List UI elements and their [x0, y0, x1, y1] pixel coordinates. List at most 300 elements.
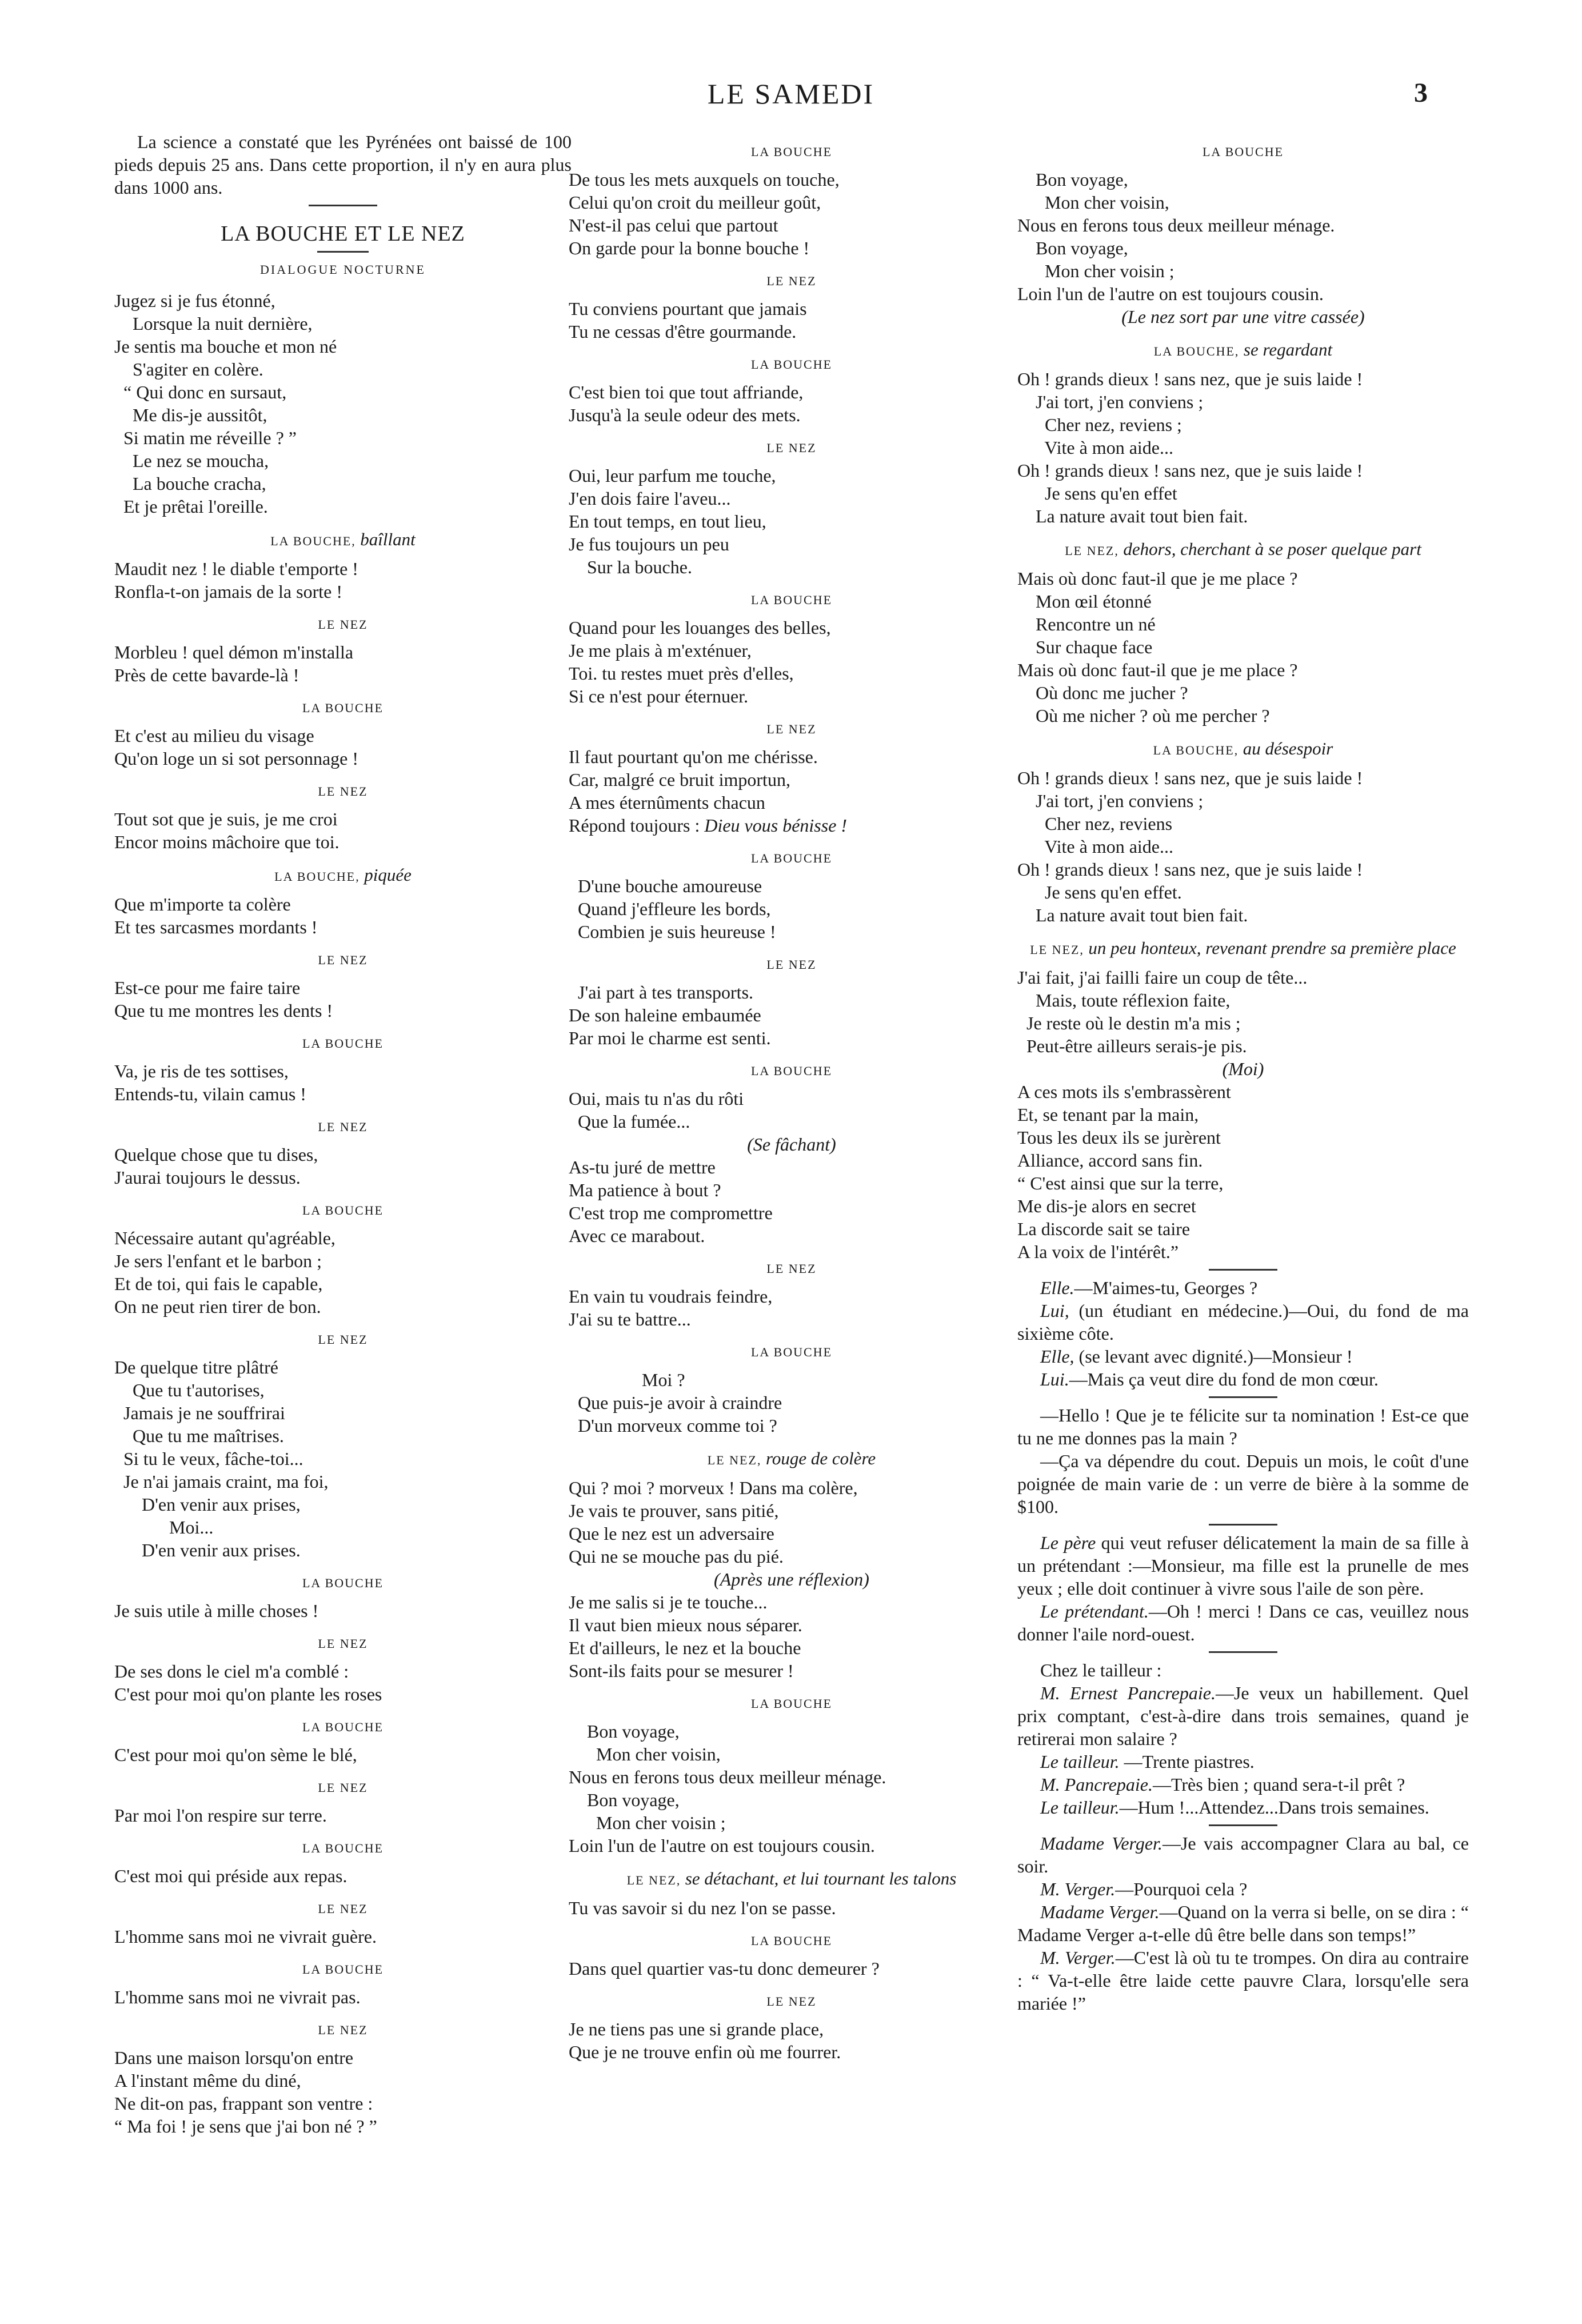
- speaker-name: LA BOUCHE: [750, 851, 833, 865]
- speaker-label: [114, 864, 572, 888]
- verse-lines: [1017, 567, 1469, 727]
- verse-line: Que je ne trouve enfin où me fourrer.: [569, 2042, 841, 2062]
- verse-line: On ne peut rien tirer de bon.: [114, 1296, 321, 1317]
- verse-line: “ Qui donc en sursaut,: [114, 382, 287, 402]
- dialogue-stanza: [114, 1572, 572, 1622]
- verse-line: Que m'importe ta colère: [114, 894, 291, 915]
- speaker-label: [569, 1692, 1014, 1715]
- column-3: [1017, 130, 1469, 2015]
- verse-line: Bon voyage,: [569, 1721, 680, 1742]
- anecdote-line: [1017, 1832, 1469, 1878]
- verse-line: Où donc me jucher ?: [1017, 682, 1188, 703]
- speaker-label: [569, 589, 1014, 612]
- speech-text: —Mais ça veut dire du fond de mon cœur.: [1069, 1369, 1379, 1389]
- verse-lines: [114, 893, 572, 939]
- verse-text: Répond toujours :: [569, 815, 705, 836]
- speaker-label: [114, 528, 572, 553]
- stage-direction: au désespoir: [1243, 738, 1333, 758]
- verse-line: Et je prêtai l'oreille.: [114, 496, 268, 517]
- verse-line: La nature avait tout bien fait.: [1017, 905, 1248, 925]
- speaker-italic: Le père: [1040, 1532, 1096, 1553]
- verse-line: Il faut pourtant qu'on me chérisse.: [569, 746, 818, 767]
- speaker-name: LE NEZ: [766, 1994, 817, 2008]
- speaker-name: LE NEZ: [318, 1332, 368, 1347]
- speaker-name: LE NEZ: [766, 722, 817, 736]
- verse-line: Je reste où le destin m'a mis ;: [1017, 1013, 1241, 1033]
- speaker-name: LE NEZ: [766, 957, 817, 972]
- speaker-name: LA BOUCHE,: [274, 869, 365, 884]
- dialogue-stanza: [114, 1837, 572, 1887]
- dialogue-stanza: [1017, 538, 1469, 727]
- speaker-italic: M. Verger.: [1040, 1879, 1116, 1899]
- speaker-name: LA BOUCHE: [750, 357, 833, 372]
- verse-lines: [114, 2046, 572, 2138]
- anecdote-line: —Ça va dépendre du cout. Depuis un mois, le coût d'une poignée de main varie de : un verre de bière à la somme de $100.: [1017, 1451, 1469, 1517]
- verse-lines: [569, 1720, 1014, 1857]
- verse-line: Que tu me maîtrises.: [114, 1425, 284, 1446]
- speaker-label: [569, 1341, 1014, 1364]
- verse-line: Et de toi, qui fais le capable,: [114, 1273, 323, 1294]
- verse-line: Loin l'un de l'autre on est toujours cousin.: [569, 1835, 875, 1856]
- verse-lines: [569, 875, 1014, 943]
- speaker-label: [569, 270, 1014, 293]
- verse-lines: [1017, 1080, 1469, 1263]
- verse-line: Je n'ai jamais craint, ma foi,: [114, 1471, 329, 1492]
- anecdote-line: [1017, 1900, 1469, 1946]
- anecdote-line: [1017, 1946, 1469, 2015]
- verse-line: Où me nicher ? où me percher ?: [1017, 705, 1270, 726]
- verse-lines: [569, 745, 1014, 814]
- speaker-name: LA BOUCHE: [302, 1576, 384, 1590]
- verse-line: Car, malgré ce bruit importun,: [569, 769, 790, 790]
- speaker-name: LA BOUCHE,: [270, 534, 361, 548]
- dialogue-stanza: [114, 1898, 572, 1948]
- anecdote-line: [1017, 1682, 1469, 1750]
- anecdote-line: [1017, 1600, 1469, 1646]
- verse-line: Ronfla-t-on jamais de la sorte !: [114, 581, 342, 602]
- verse-line: Sur chaque face: [1017, 637, 1153, 657]
- dialogue-stanza: [114, 1116, 572, 1189]
- verse-line: L'homme sans moi ne vivrait guère.: [114, 1926, 377, 1947]
- speaker-name: LE NEZ,: [1030, 943, 1089, 957]
- dialogue-stanza: [1017, 338, 1469, 528]
- speaker-label: [569, 1867, 1014, 1892]
- verse-line: N'est-il pas celui que partout: [569, 215, 778, 235]
- anecdote: [1017, 1404, 1469, 1518]
- verse-lines: [114, 976, 572, 1022]
- verse-line: Toi. tu restes muet près d'elles,: [569, 663, 794, 684]
- verse-line: Maudit nez ! le diable t'emporte !: [114, 558, 358, 579]
- speaker-name: LE NEZ,: [1065, 544, 1124, 558]
- stage-direction: (Après une réflexion): [714, 1569, 869, 1590]
- speech-text: (se levant avec dignité.)—Monsieur !: [1074, 1346, 1353, 1367]
- speaker-name: LE NEZ: [766, 441, 817, 455]
- speaker-label: [569, 953, 1014, 976]
- speaker-name: LA BOUCHE: [1202, 145, 1284, 159]
- verse-line: Et, se tenant par la main,: [1017, 1104, 1199, 1125]
- speaker-italic: Elle,: [1040, 1346, 1074, 1367]
- speaker-italic: Lui.: [1040, 1369, 1069, 1389]
- stage-direction: (Le nez sort par une vitre cassée): [1121, 306, 1365, 327]
- verse-line: De son haleine embaumée: [569, 1005, 761, 1025]
- speaker-italic: Madame Verger.: [1040, 1902, 1160, 1922]
- speech-text: —Je veux un habillement. Quel prix comptant, c'est-à-dire dans trois semaines, quand je retirerai mon salaire ?: [1017, 1683, 1469, 1749]
- verse-line: Que tu t'autorises,: [114, 1380, 265, 1400]
- verse-line: Je ne tiens pas une si grande place,: [569, 2019, 824, 2039]
- speaker-label: [569, 1257, 1014, 1280]
- verse-italic: Dieu vous bénisse !: [704, 815, 848, 836]
- dialogue-stanza: [569, 1447, 1014, 1682]
- verse-line: C'est bien toi que tout affriande,: [569, 382, 804, 402]
- verse-line: [569, 814, 1014, 837]
- speaker-italic: Le tailleur.: [1040, 1797, 1120, 1818]
- speech-text: —Pourquoi cela ?: [1115, 1879, 1248, 1899]
- verse-line: Loin l'un de l'autre on est toujours cousin.: [1017, 283, 1324, 304]
- speaker-label: [569, 1930, 1014, 1952]
- verse-line: Mais où donc faut-il que je me place ?: [1017, 660, 1298, 680]
- speaker-label: [114, 1328, 572, 1351]
- dialogue-stanza: [114, 1958, 572, 2008]
- verse-line: Dans une maison lorsqu'on entre: [114, 2047, 354, 2068]
- speaker-label: [114, 1199, 572, 1222]
- divider: [1209, 1651, 1277, 1653]
- speaker-name: LA BOUCHE,: [1153, 743, 1243, 757]
- verse-line: Celui qu'on croit du meilleur goût,: [569, 192, 821, 213]
- verse-block: [114, 289, 572, 518]
- speaker-label: [569, 718, 1014, 741]
- verse-line: J'ai fait, j'ai failli faire un coup de tête...: [1017, 967, 1308, 988]
- anecdote: [1017, 1531, 1469, 1646]
- verse-line: J'ai su te battre...: [569, 1309, 691, 1329]
- dialogue-stanza: [569, 1990, 1014, 2063]
- verse-line: A mes éternûments chacun: [569, 792, 765, 813]
- verse-lines: [569, 1957, 1014, 1980]
- dialogue-stanza: [1017, 737, 1469, 927]
- speech-text: —M'aimes-tu, Georges ?: [1074, 1277, 1258, 1298]
- speech-text: —C'est là où tu te trompes. On dira au contraire : “ Va-t-elle être laide cette pauvre Clara, lorsqu'elle sera mariée !”: [1017, 1947, 1469, 2014]
- verse-line: En vain tu voudrais feindre,: [569, 1286, 773, 1307]
- verse-lines: [569, 1896, 1014, 1919]
- verse-line: Que puis-je avoir à craindre: [569, 1392, 782, 1413]
- verse-line: Oh ! grands dieux ! sans nez, que je suis laide !: [1017, 859, 1363, 880]
- verse-line: Jusqu'à la seule odeur des mets.: [569, 405, 801, 425]
- verse-line: Ne dit-on pas, frappant son ventre :: [114, 2093, 373, 2114]
- verse-line: Oh ! grands dieux ! sans nez, que je suis laide !: [1017, 460, 1363, 481]
- verse-line: Je me salis si je te touche...: [569, 1592, 768, 1612]
- verse-line: Bon voyage,: [1017, 169, 1128, 190]
- verse-line: Si matin me réveille ? ”: [114, 428, 297, 448]
- dialogue-stanza: [1017, 141, 1469, 328]
- anecdote-line: [1017, 1750, 1469, 1773]
- speaker-name: LA BOUCHE,: [1153, 344, 1244, 358]
- dialogue-stanza: [569, 1692, 1014, 1857]
- dialogue-stanza: [569, 1930, 1014, 1980]
- stage-direction: se détachant, et lui tournant les talons: [685, 1868, 957, 1888]
- verse-line: Je sers l'enfant et le barbon ;: [114, 1251, 322, 1271]
- speaker-italic: M. Ernest Pancrepaie.: [1040, 1683, 1216, 1703]
- verse-line: Oh ! grands dieux ! sans nez, que je suis laide !: [1017, 768, 1363, 788]
- verse-line: Près de cette bavarde-là !: [114, 665, 299, 685]
- verse-line: Je suis utile à mille choses !: [114, 1600, 319, 1621]
- verse-line: Mon œil étonné: [1017, 591, 1152, 612]
- speaker-name: LA BOUCHE: [750, 1064, 833, 1078]
- speaker-italic: M. Pancrepaie.: [1040, 1774, 1153, 1795]
- verse-lines: [569, 1591, 1014, 1682]
- dialogue-stanza: [569, 1867, 1014, 1919]
- verse-line: Mon cher voisin ;: [569, 1812, 726, 1833]
- dialogue-stanza: [569, 1257, 1014, 1331]
- verse-line: Mon cher voisin,: [569, 1744, 721, 1764]
- verse-line: Par moi le charme est senti.: [569, 1028, 771, 1048]
- verse-line: “ Ma foi ! je sens que j'ai bon né ? ”: [114, 2116, 377, 2137]
- verse-line: Et c'est au milieu du visage: [114, 725, 314, 746]
- speaker-label: [1017, 141, 1469, 163]
- verse-lines: [1017, 766, 1469, 927]
- speaker-label: [114, 613, 572, 636]
- verse-line: Je sens qu'en effet.: [1017, 882, 1182, 903]
- verse-line: Me dis-je aussitôt,: [114, 405, 267, 425]
- speaker-label: [114, 1632, 572, 1655]
- stage-direction: se regardant: [1243, 340, 1333, 360]
- poem-title: LA BOUCHE ET LE NEZ: [221, 222, 465, 246]
- dialogue-stanza: [569, 1060, 1014, 1247]
- speaker-name: LA BOUCHE: [302, 1720, 384, 1734]
- divider: [1209, 1269, 1277, 1271]
- verse-line: Jugez si je fus étonné,: [114, 290, 275, 311]
- speaker-label: [569, 847, 1014, 870]
- verse-lines: [569, 981, 1014, 1049]
- verse-line: Tout sot que je suis, je me croi: [114, 809, 338, 829]
- verse-lines: [569, 168, 1014, 259]
- verse-line: Je me plais à m'exténuer,: [569, 640, 752, 661]
- speech-text: —Oh ! merci ! Dans ce cas, veuillez nous donner l'aile nord-ouest.: [1017, 1601, 1469, 1644]
- verse-lines: [114, 724, 572, 770]
- divider: [1209, 1824, 1277, 1826]
- speaker-label: [114, 1837, 572, 1860]
- verse-line: L'homme sans moi ne vivrait pas.: [114, 1987, 361, 2007]
- verse-line: Tu conviens pourtant que jamais: [569, 298, 807, 319]
- verse-line: Dans quel quartier vas-tu donc demeurer ?: [569, 1958, 880, 1979]
- dialogue-stanza: [569, 953, 1014, 1049]
- verse-line: Sont-ils faits pour se mesurer !: [569, 1660, 794, 1681]
- dialogue-stanza: [569, 270, 1014, 343]
- column-1: [114, 130, 572, 2138]
- anecdote: [1017, 1276, 1469, 1391]
- verse-lines: [569, 616, 1014, 708]
- verse-line: Entends-tu, vilain camus !: [114, 1084, 306, 1104]
- page-header: [0, 77, 1582, 111]
- speaker-label: [114, 780, 572, 803]
- speaker-italic: Lui,: [1040, 1300, 1069, 1321]
- dialogue-stanza: [1017, 937, 1469, 1263]
- verse-line: Que tu me montres les dents !: [114, 1000, 333, 1021]
- verse-lines: [569, 1476, 1014, 1568]
- speaker-label: [114, 2019, 572, 2042]
- anecdote-line: [1017, 1773, 1469, 1796]
- speaker-label: [569, 1990, 1014, 2013]
- verse-line: Je fus toujours un peu: [569, 534, 729, 554]
- speech-text: —Je vais accompagner Clara au bal, ce soir.: [1017, 1833, 1469, 1876]
- speaker-name: LA BOUCHE: [750, 1696, 833, 1711]
- dialogue-stanza: [114, 864, 572, 939]
- verse-line: En tout temps, en tout lieu,: [569, 511, 766, 532]
- verse-line: C'est pour moi qu'on plante les roses: [114, 1684, 382, 1704]
- verse-line: Vite à mon aide...: [1017, 437, 1173, 458]
- dialogue-stanza: [569, 141, 1014, 259]
- speaker-name: LA BOUCHE: [750, 593, 833, 607]
- verse-line: Que la fumée...: [569, 1111, 690, 1132]
- verse-line: Mon cher voisin ;: [1017, 261, 1174, 281]
- verse-line: Que le nez est un adversaire: [569, 1523, 774, 1544]
- verse-line: Alliance, accord sans fin.: [1017, 1150, 1203, 1171]
- speaker-italic: Elle.: [1040, 1277, 1074, 1298]
- page-number: 3: [1414, 78, 1428, 108]
- verse-line: A l'instant même du diné,: [114, 2070, 301, 2091]
- speaker-name: LE NEZ: [318, 1120, 368, 1134]
- verse-line: Avec ce marabout.: [569, 1225, 705, 1246]
- anecdote-line: [1017, 1368, 1469, 1391]
- anecdote-line: [1017, 1276, 1469, 1299]
- verse-lines: [1017, 168, 1469, 305]
- speaker-label: [1017, 338, 1469, 363]
- verse-lines: [569, 1087, 1014, 1133]
- verse-line: As-tu juré de mettre: [569, 1157, 716, 1177]
- speaker-name: LE NEZ: [318, 784, 368, 798]
- speaker-label: [569, 1060, 1014, 1083]
- dialogue-stanza: [569, 847, 1014, 943]
- verse-line: S'agiter en colère.: [114, 359, 263, 380]
- speaker-label: [114, 697, 572, 720]
- dialogue-stanza: [114, 1199, 572, 1318]
- dialogue-stanza: [569, 718, 1014, 837]
- stage-direction: (Se fâchant): [747, 1134, 836, 1155]
- speaker-name: LE NEZ: [318, 2023, 368, 2037]
- dialogue-stanza: [114, 780, 572, 853]
- verse-line: J'ai part à tes transports.: [569, 982, 754, 1003]
- verse-line: Lorsque la nuit dernière,: [114, 313, 313, 334]
- verse-line: Le nez se moucha,: [114, 450, 269, 471]
- verse-line: C'est moi qui préside aux repas.: [114, 1866, 347, 1886]
- verse-line: Tu vas savoir si du nez l'on se passe.: [569, 1898, 836, 1918]
- verse-line: Oh ! grands dieux ! sans nez, que je suis laide !: [1017, 369, 1363, 389]
- speaker-name: LA BOUCHE: [302, 1841, 384, 1855]
- speaker-label: [569, 141, 1014, 163]
- verse-line: Par moi l'on respire sur terre.: [114, 1805, 327, 1826]
- speaker-name: LE NEZ: [318, 1780, 368, 1795]
- verse-line: Si tu le veux, fâche-toi...: [114, 1448, 303, 1469]
- speaker-name: LE NEZ: [318, 1636, 368, 1651]
- divider: [1209, 1524, 1277, 1526]
- verse-line: Je sentis ma bouche et mon né: [114, 336, 337, 357]
- verse-lines: [569, 1285, 1014, 1331]
- verse-line: Nous en ferons tous deux meilleur ménage.: [1017, 215, 1335, 235]
- stage-direction: baîllant: [360, 529, 416, 549]
- verse-line: Va, je ris de tes sottises,: [114, 1061, 289, 1081]
- speaker-name: LE NEZ: [318, 617, 368, 632]
- speaker-name: LE NEZ: [766, 274, 817, 288]
- divider: [317, 251, 369, 253]
- dialogue-stanza: [114, 1776, 572, 1827]
- dialogue-stanza: [114, 528, 572, 603]
- speaker-italic: M. Verger.: [1040, 1947, 1116, 1968]
- verse-line: Encor moins mâchoire que toi.: [114, 832, 339, 852]
- speaker-name: LE NEZ,: [707, 1453, 766, 1467]
- verse-line: De quelque titre plâtré: [114, 1357, 278, 1377]
- anecdote-intro: Chez le tailleur :: [1040, 1660, 1162, 1680]
- verse-lines: [114, 1925, 572, 1948]
- stage-direction: rouge de colère: [765, 1448, 876, 1468]
- verse-line: Quelque chose que tu dises,: [114, 1144, 318, 1165]
- verse-lines: [114, 808, 572, 853]
- speech-text: (un étudiant en médecine.)—Oui, du fond de ma sixième côte.: [1017, 1300, 1469, 1344]
- anecdote-line: [1017, 1345, 1469, 1368]
- speech-text: —Hum !...Attendez...Dans trois semaines.: [1119, 1797, 1429, 1818]
- dialogue-stanza: [569, 353, 1014, 426]
- speaker-label: [114, 949, 572, 972]
- verse-line: Qu'on loge un si sot personnage !: [114, 748, 359, 769]
- anecdote: [1017, 1832, 1469, 2015]
- speaker-label: [114, 1572, 572, 1595]
- verse-line: A ces mots ils s'embrassèrent: [1017, 1081, 1231, 1102]
- verse-line: Cher nez, reviens: [1017, 813, 1173, 834]
- speech-text: —Trente piastres.: [1119, 1751, 1255, 1772]
- dialogue-stanza: [114, 697, 572, 770]
- verse-line: Et d'ailleurs, le nez et la bouche: [569, 1638, 801, 1658]
- verse-line: Me dis-je alors en secret: [1017, 1196, 1196, 1216]
- speaker-name: LE NEZ,: [626, 1873, 685, 1887]
- verse-lines: [114, 641, 572, 686]
- verse-lines: [114, 1743, 572, 1766]
- verse-line: Est-ce pour me faire taire: [114, 977, 301, 998]
- verse-line: Moi ?: [569, 1369, 685, 1390]
- verse-line: D'une bouche amoureuse: [569, 876, 762, 896]
- verse-line: Nécessaire autant qu'agréable,: [114, 1228, 335, 1248]
- verse-lines: [569, 1368, 1014, 1437]
- divider: [309, 205, 377, 206]
- verse-line: “ C'est ainsi que sur la terre,: [1017, 1173, 1224, 1193]
- speaker-name: LE NEZ: [318, 1902, 368, 1916]
- speaker-italic: Madame Verger.: [1040, 1833, 1162, 1854]
- speaker-name: LE NEZ: [766, 1261, 817, 1276]
- verse-lines: [1017, 966, 1469, 1057]
- speaker-label: [114, 1776, 572, 1799]
- speaker-name: LA BOUCHE: [750, 1345, 833, 1359]
- verse-line: Il vaut bien mieux nous séparer.: [569, 1615, 802, 1635]
- speaker-label: [569, 437, 1014, 460]
- verse-line: Moi...: [114, 1517, 214, 1538]
- newspaper-title: LE SAMEDI: [707, 78, 875, 110]
- verse-line: Mais, toute réflexion faite,: [1017, 990, 1231, 1011]
- verse-line: Je sens qu'en effet: [1017, 483, 1177, 504]
- verse-line: De tous les mets auxquels on touche,: [569, 169, 840, 190]
- verse-line: Oui, leur parfum me touche,: [569, 465, 776, 486]
- verse-lines: [114, 557, 572, 603]
- verse-line: Tu ne cessas d'être gourmande.: [569, 321, 797, 342]
- speaker-italic: Le tailleur.: [1040, 1751, 1120, 1772]
- verse-line: Peut-être ailleurs serais-je pis.: [1017, 1036, 1247, 1056]
- verse-line: Bon voyage,: [1017, 238, 1128, 258]
- dialogue-stanza: [114, 1716, 572, 1766]
- verse-line: Bon voyage,: [569, 1790, 680, 1810]
- verse-line: Qui ? moi ? morveux ! Dans ma colère,: [569, 1478, 858, 1498]
- verse-line: Ma patience à bout ?: [569, 1180, 721, 1200]
- speaker-label: [114, 1032, 572, 1055]
- anecdote-line: [1017, 1796, 1469, 1819]
- speaker-label: [569, 1447, 1014, 1472]
- stage-direction: un peu honteux, revenant prendre sa première place: [1088, 938, 1456, 958]
- verse-line: Je vais te prouver, sans pitié,: [569, 1500, 779, 1521]
- verse-lines: [569, 2018, 1014, 2063]
